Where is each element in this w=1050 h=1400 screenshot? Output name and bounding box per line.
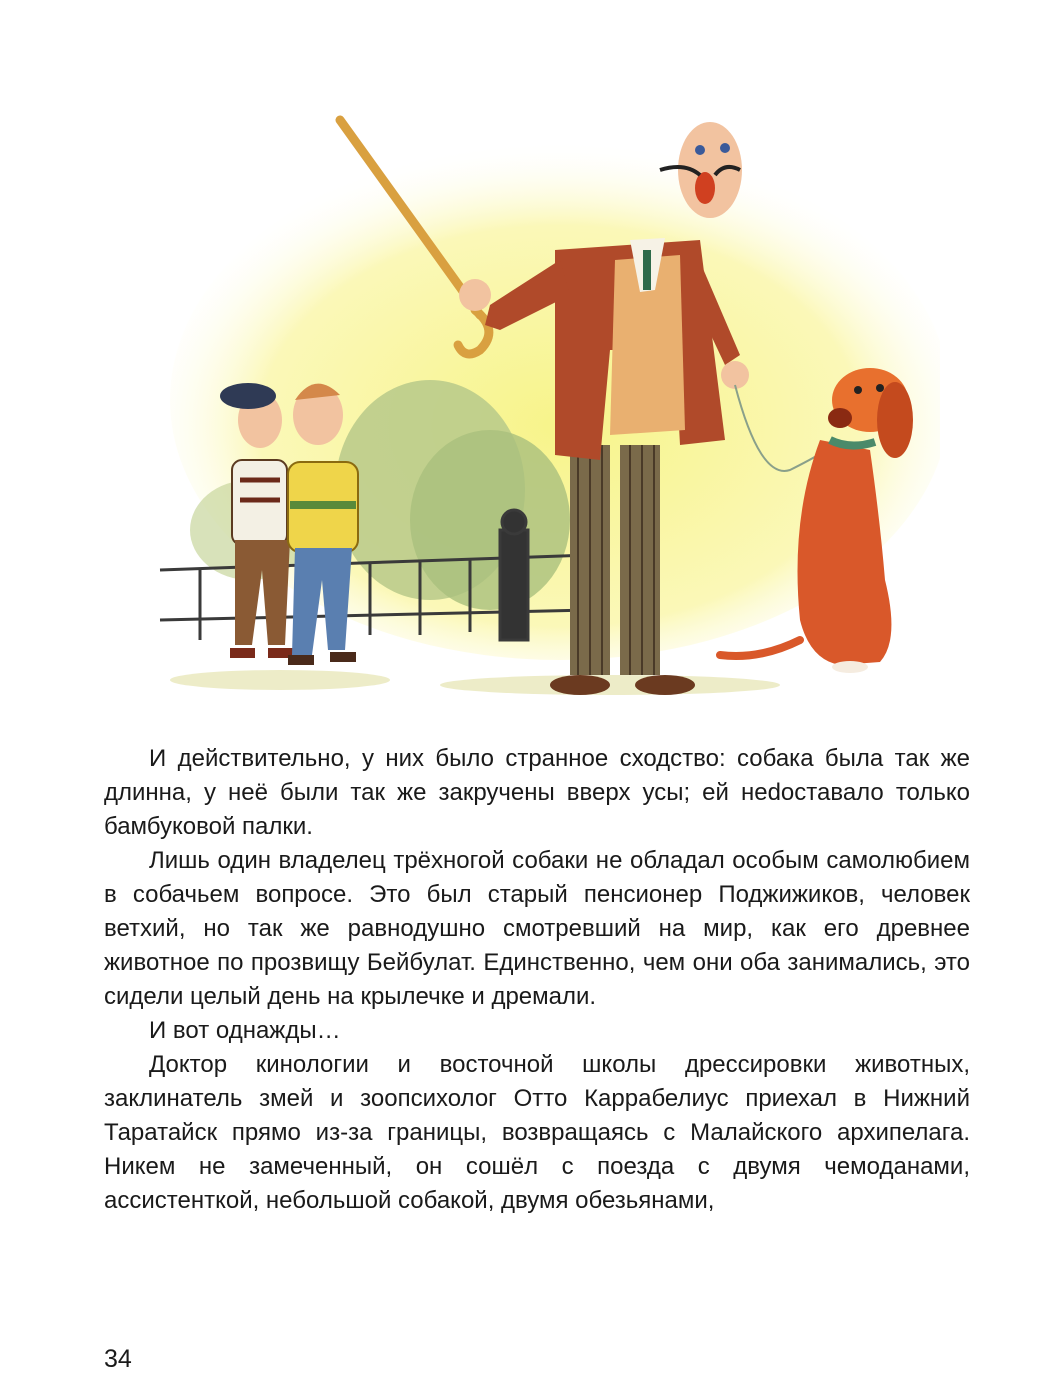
body-text bbox=[104, 742, 970, 1218]
page-number: 34 bbox=[104, 1345, 132, 1373]
paragraph-2: Лишь один владелец трёхногой собаки не обладал особым самолюбием в собачьем вопросе. Это был старый пенсионер Поджижиков, человек ветхий, но так же равнодушно смотревший на мир, как его древнее животное по прозвищу Бейбулат. Единственно, чем они оба занимались, это сидели целый день на крылечке и дремали. bbox=[104, 847, 970, 1010]
paragraph-1: И действительно, у них было странное сходство: собака была так же длинна, у неё были так же закручены вверх усы; ей неdоставало только бамбуковой палки. bbox=[104, 745, 970, 840]
paragraph-4: Доктор кинологии и восточной школы дрессировки животных, заклинатель змей и зоопсихолог Отто Каррабелиус приехал в Нижний Таратайск прямо из-за границы, возвращаясь с Малайского архипелага. Никем не замеченный, он сошёл с поезда с двумя чемоданами, ассистенткой, небольшой собакой, двумя обезьянами, bbox=[104, 1051, 970, 1214]
paragraph-3: И вот однажды… bbox=[149, 1017, 341, 1044]
story-illustration bbox=[140, 100, 940, 710]
